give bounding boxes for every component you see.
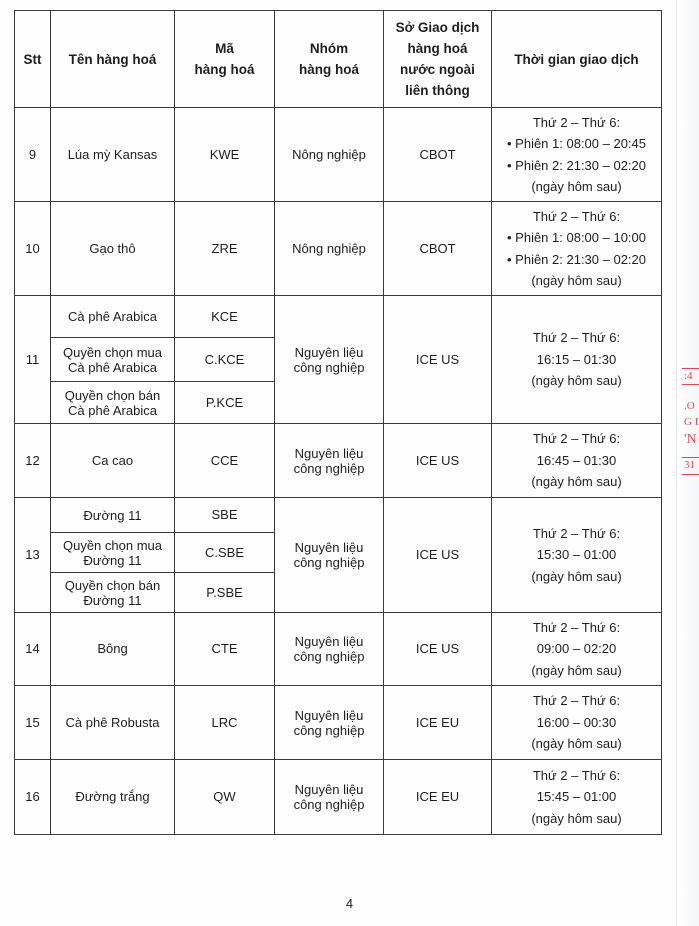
cell-code: KCE [175, 296, 275, 338]
cell-stt: 16 [15, 760, 51, 835]
cell-time [492, 613, 662, 686]
cell-name [51, 573, 175, 613]
header-time: Thời gian giao dịch [492, 11, 662, 108]
name-line: Quyền chọn mua [62, 344, 162, 360]
name-line: Đường 11 [83, 507, 142, 523]
cell-time [492, 424, 662, 498]
table-row [15, 498, 662, 533]
cell-code: P.KCE [175, 382, 275, 424]
cell-name [51, 296, 175, 338]
cell-code: LRC [175, 686, 275, 760]
header-exchange [384, 11, 492, 108]
cell-exchange: CBOT [384, 202, 492, 296]
cell-code: SBE [175, 498, 275, 533]
name-line: Cà phê Arabica [68, 359, 157, 375]
header-exchange-line: liên thông [405, 83, 470, 98]
cell-name: Ca cao [51, 424, 175, 498]
cell-group [275, 424, 384, 498]
header-code-line: Mã [215, 41, 234, 56]
cell-exchange: ICE US [384, 424, 492, 498]
time-line: Thứ 2 – Thứ 6: [532, 693, 621, 709]
group-line: Nguyên liệu [294, 540, 364, 555]
header-group-line: hàng hoá [299, 62, 359, 77]
time-line: 15:30 – 01:00 [536, 547, 617, 563]
time-line: Thứ 2 – Thứ 6: [532, 114, 621, 130]
time-line: • Phiên 2: 21:30 – 02:20 [507, 157, 646, 173]
cell-group: Nông nghiệp [275, 202, 384, 296]
cell-code: P.SBE [175, 573, 275, 613]
table-row [15, 202, 662, 296]
page-number: 4 [345, 896, 354, 911]
time-line: (ngày hôm sau) [531, 273, 622, 288]
cell-exchange: ICE EU [384, 686, 492, 760]
cell-code: ZRE [175, 202, 275, 296]
group-line: Nguyên liệu [294, 634, 364, 649]
time-line: 15:45 – 01:00 [536, 789, 617, 805]
time-line: (ngày hôm sau) [531, 568, 622, 584]
cell-group [275, 760, 384, 835]
stamp-text: 'N [684, 432, 697, 447]
group-line: công nghiệp [293, 649, 365, 664]
red-stamp-fragment [682, 360, 699, 490]
name-line: Quyền chọn bán [64, 577, 161, 593]
stamp-text: .O [684, 400, 695, 412]
time-line: • Phiên 2: 21:30 – 02:20 [507, 251, 646, 267]
stamp-text: 31 [684, 459, 695, 471]
name-line: Quyền chọn bán [64, 387, 161, 403]
cell-name: Cà phê Robusta [51, 686, 175, 760]
time-line: Thứ 2 – Thứ 6: [532, 431, 621, 447]
cell-name: Đường trắng [51, 760, 175, 835]
cell-code: C.SBE [175, 533, 275, 573]
group-line: công nghiệp [293, 359, 365, 375]
time-line: Thứ 2 – Thứ 6: [532, 525, 621, 541]
time-line: 16:45 – 01:30 [536, 452, 617, 468]
cell-time [492, 498, 662, 613]
cell-exchange: ICE US [384, 613, 492, 686]
cell-group [275, 613, 384, 686]
header-code [175, 11, 275, 108]
group-line: Nguyên liệu [294, 445, 364, 461]
group-line: Nguyên liệu [294, 344, 364, 360]
cell-stt: 9 [15, 108, 51, 202]
cell-stt: 15 [15, 686, 51, 760]
time-line: 16:00 – 00:30 [536, 714, 617, 730]
cell-code: KWE [175, 108, 275, 202]
cell-group: Nông nghiệp [275, 108, 384, 202]
header-exchange-line: hàng hoá [407, 41, 468, 56]
cell-stt: 12 [15, 424, 51, 498]
cell-code: C.KCE [175, 338, 275, 382]
header-name: Tên hàng hoá [51, 11, 175, 108]
cell-code: CCE [175, 424, 275, 498]
header-code-line: hàng hoá [194, 62, 255, 77]
name-line: Cà phê Arabica [68, 309, 157, 324]
cell-name: Lúa mỳ Kansas [51, 108, 175, 202]
cell-exchange: ICE US [384, 498, 492, 613]
table-row [15, 760, 662, 835]
cell-code: QW [175, 760, 275, 835]
cell-stt: 11 [15, 296, 51, 424]
time-line: (ngày hôm sau) [531, 179, 622, 194]
header-group [275, 11, 384, 108]
cell-time [492, 202, 662, 296]
time-line: • Phiên 1: 08:00 – 20:45 [507, 136, 646, 151]
header-exchange-line: Sở Giao dịch [395, 20, 480, 35]
cell-stt: 14 [15, 613, 51, 686]
cell-group [275, 296, 384, 424]
cell-group [275, 686, 384, 760]
cell-exchange: ICE EU [384, 760, 492, 835]
group-line: công nghiệp [293, 555, 365, 570]
cell-exchange: CBOT [384, 108, 492, 202]
cell-group [275, 498, 384, 613]
time-line: (ngày hôm sau) [531, 736, 622, 752]
name-line: Cà phê Arabica [68, 402, 157, 418]
table-row [15, 108, 662, 202]
cell-code: CTE [175, 613, 275, 686]
group-line: công nghiệp [293, 460, 365, 476]
cell-name [51, 382, 175, 424]
stamp-text: G I [684, 416, 699, 428]
time-line: Thứ 2 – Thứ 6: [532, 330, 621, 346]
time-line: Thứ 2 – Thứ 6: [532, 208, 621, 224]
commodity-table [14, 10, 662, 835]
time-line: (ngày hôm sau) [531, 474, 622, 490]
cell-time [492, 760, 662, 835]
time-line: (ngày hôm sau) [531, 810, 622, 826]
time-line: 16:15 – 01:30 [536, 351, 617, 367]
cell-time [492, 296, 662, 424]
header-stt: Stt [15, 11, 51, 108]
group-line: công nghiệp [293, 797, 365, 812]
group-line: công nghiệp [293, 722, 365, 738]
name-line: Đường 11 [83, 592, 142, 608]
time-line: 09:00 – 02:20 [536, 641, 617, 657]
cell-name [51, 533, 175, 573]
cell-stt: 13 [15, 498, 51, 613]
cell-name: Bông [51, 613, 175, 686]
stamp-text: :4 [684, 370, 693, 382]
group-line: Nguyên liệu [294, 782, 364, 797]
time-line: Thứ 2 – Thứ 6: [532, 767, 621, 783]
time-line: (ngày hôm sau) [531, 373, 622, 389]
time-line: • Phiên 1: 08:00 – 10:00 [507, 230, 646, 245]
cell-name [51, 498, 175, 533]
group-line: Nguyên liệu [294, 707, 364, 723]
cell-name: Gạo thô [51, 202, 175, 296]
table-row [15, 613, 662, 686]
cell-time [492, 108, 662, 202]
cell-exchange: ICE US [384, 296, 492, 424]
name-line: Quyền chọn mua [62, 537, 162, 553]
table-row [15, 686, 662, 760]
cell-stt: 10 [15, 202, 51, 296]
time-line: (ngày hôm sau) [531, 662, 622, 678]
table-header-row [15, 11, 662, 108]
table-row [15, 296, 662, 338]
time-line: Thứ 2 – Thứ 6: [532, 619, 621, 635]
header-group-line: Nhóm [309, 41, 349, 56]
name-line: Đường 11 [83, 552, 142, 568]
table-row [15, 424, 662, 498]
cell-time [492, 686, 662, 760]
header-exchange-line: nước ngoài [400, 62, 475, 77]
cell-name [51, 338, 175, 382]
